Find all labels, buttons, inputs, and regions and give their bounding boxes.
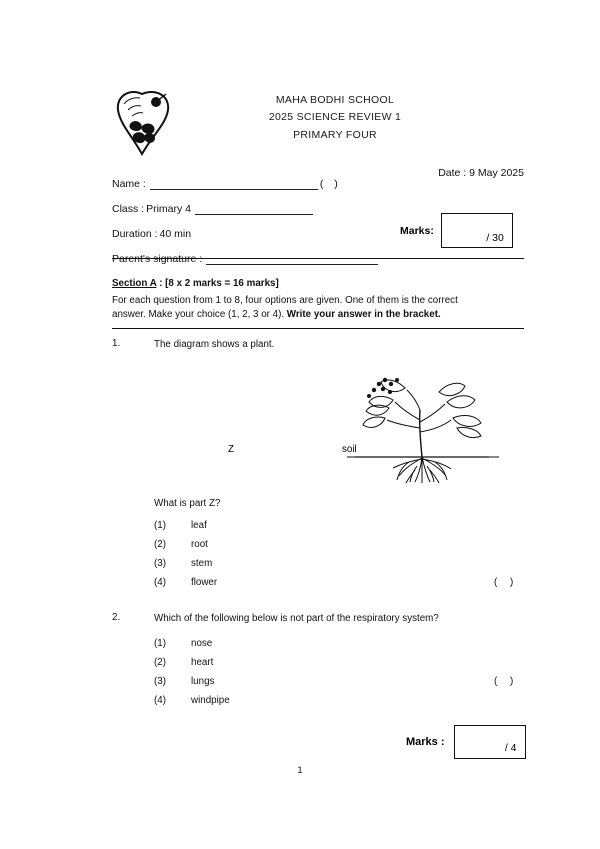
question-2-answer-bracket[interactable]: ( ) [494,676,519,687]
exam-level: PRIMARY FOUR [293,128,377,141]
exam-header [110,92,530,144]
class-value: Primary 4 [146,203,192,215]
option-text: stem [191,558,213,569]
option-text: heart [191,657,214,668]
question-2-options [154,638,534,714]
option-number: (1) [154,520,166,531]
option-number: (2) [154,657,166,668]
plant-with-roots-diagram [327,362,517,487]
option-text: windpipe [191,695,230,706]
class-label: Class : [112,203,145,215]
divider-bottom [112,328,524,329]
exam-title: 2025 SCIENCE REVIEW 1 [268,111,402,124]
option-item[interactable] [154,676,534,695]
option-item[interactable] [154,558,534,577]
name-label: Name : [112,178,146,190]
option-number: (4) [154,577,166,588]
question-1-stem: The diagram shows a plant. [154,339,275,350]
option-text: leaf [191,520,207,531]
section-a-instruction-bold: Write your answer in the bracket. [286,309,441,321]
signature-label: Parent's signature : [112,253,203,265]
section-a-instruction-line1: For each question from 1 to 8, four options are given. One of them is the correct [112,294,458,306]
option-item[interactable] [154,520,534,539]
marks-total-value: / 30 [486,232,504,244]
option-number: (2) [154,539,166,550]
marks-section-box[interactable] [454,725,526,759]
duration-label: Duration : [112,228,158,240]
school-name: MAHA BODHI SCHOOL [275,94,395,106]
section-a-heading [112,277,524,323]
marks-total-label: Marks: [400,224,434,237]
question-1-number: 1. [112,338,121,349]
question-2-number: 2. [112,612,121,623]
marks-total-box[interactable] [441,213,513,248]
option-item[interactable] [154,577,534,596]
diagram-label-soil: soil [342,444,357,455]
question-1-answer-bracket[interactable]: ( ) [494,577,519,588]
index-bracket[interactable]: ( ) [319,178,342,190]
option-text: nose [191,638,213,649]
option-text: root [191,539,208,550]
option-item[interactable] [154,657,534,676]
class-row [112,190,524,215]
page-number: 1 [297,765,303,776]
section-a-instruction-line2: answer. Make your choice (1, 2, 3 or 4). [112,309,287,321]
duration-value: 40 min [159,228,192,240]
question-2-stem: Which of the following below is not part of the respiratory system? [154,613,439,624]
question-1-sub: What is part Z? [154,498,221,509]
option-number: (4) [154,695,166,706]
name-input[interactable] [150,178,318,190]
option-number: (3) [154,558,166,569]
exam-date: Date : 9 May 2025 [438,167,524,179]
option-item[interactable] [154,539,534,558]
marks-section-label: Marks : [406,736,445,748]
option-item[interactable] [154,695,534,714]
section-a-title: Section A [112,278,157,289]
marks-total-group [400,213,513,248]
option-number: (3) [154,676,166,687]
signature-input[interactable] [206,253,378,265]
marks-section-value: / 4 [504,742,517,754]
question-1-options [154,520,534,596]
section-a-title-rest: : [8 x 2 marks = 16 marks] [156,278,279,289]
divider-top [112,258,524,259]
marks-section-group [406,725,526,759]
option-number: (1) [154,638,166,649]
class-input[interactable] [195,203,313,215]
option-text: lungs [191,676,215,687]
option-text: flower [191,577,218,588]
option-item[interactable] [154,638,534,657]
diagram-label-z: Z [228,444,234,455]
